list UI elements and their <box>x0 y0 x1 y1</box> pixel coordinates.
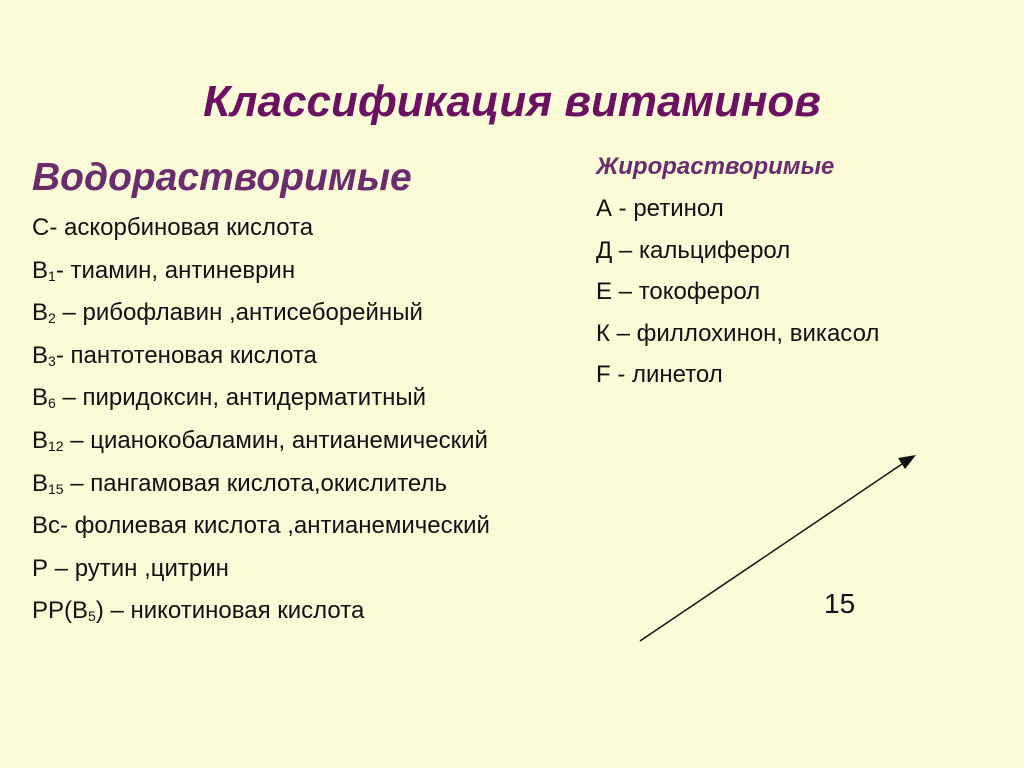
vitamin-name: B <box>32 341 49 369</box>
vitamin-description: – пиридоксин, антидерматитный <box>55 384 427 412</box>
vitamin-description: – рибофлавин ,антисеборейный <box>55 299 423 327</box>
vitamin-subscript: 15 <box>48 480 64 497</box>
page-number: 15 <box>824 588 856 619</box>
vitamin-description: - фолиевая кислота ,антианемический <box>60 512 490 540</box>
vitamin-subscript: 1 <box>48 267 56 284</box>
vitamin-name: B <box>32 426 49 454</box>
vitamin-name: B <box>32 469 49 497</box>
vitamin-description: – рутин ,цитрин <box>48 554 229 582</box>
vitamin-subscript: 6 <box>48 395 56 412</box>
vitamin-name: Bc <box>32 512 61 540</box>
fat-soluble-heading: Жирорастворимые <box>596 153 835 180</box>
vitamin-name-tail: ) <box>95 597 104 625</box>
list-item: А - ретинол <box>596 195 724 222</box>
vitamin-name: B <box>32 299 49 327</box>
vitamin-name: P <box>32 554 49 582</box>
water-soluble-heading: Водорастворимые <box>32 156 412 199</box>
vitamin-description: - пантотеновая кислота <box>55 341 317 369</box>
vitamin-description: – никотиновая кислота <box>103 597 365 625</box>
vitamin-description: – цианокобаламин, антианемический <box>63 426 488 454</box>
vitamin-name: PP(B <box>32 597 89 625</box>
vitamin-description: - тиамин, антиневрин <box>55 256 296 284</box>
list-item: Е – токоферол <box>596 278 761 305</box>
vitamin-name: B <box>32 256 49 284</box>
vitamin-description: – пангамовая кислота,окислитель <box>63 469 447 497</box>
vitamin-subscript: 5 <box>88 608 96 625</box>
vitamin-subscript: 3 <box>48 352 56 369</box>
vitamin-name: C <box>32 214 50 241</box>
vitamin-name: B <box>32 384 49 412</box>
vitamin-subscript: 12 <box>48 437 64 454</box>
list-item: Д – кальциферол <box>596 236 791 264</box>
list-item: К – филлохинон, викасол <box>596 319 880 347</box>
vitamin-description: - аскорбиновая кислота <box>49 214 314 241</box>
vitamin-subscript: 2 <box>48 310 56 327</box>
slide-title: Классификация витаминов <box>203 77 821 126</box>
list-item: F - линетол <box>596 361 723 388</box>
